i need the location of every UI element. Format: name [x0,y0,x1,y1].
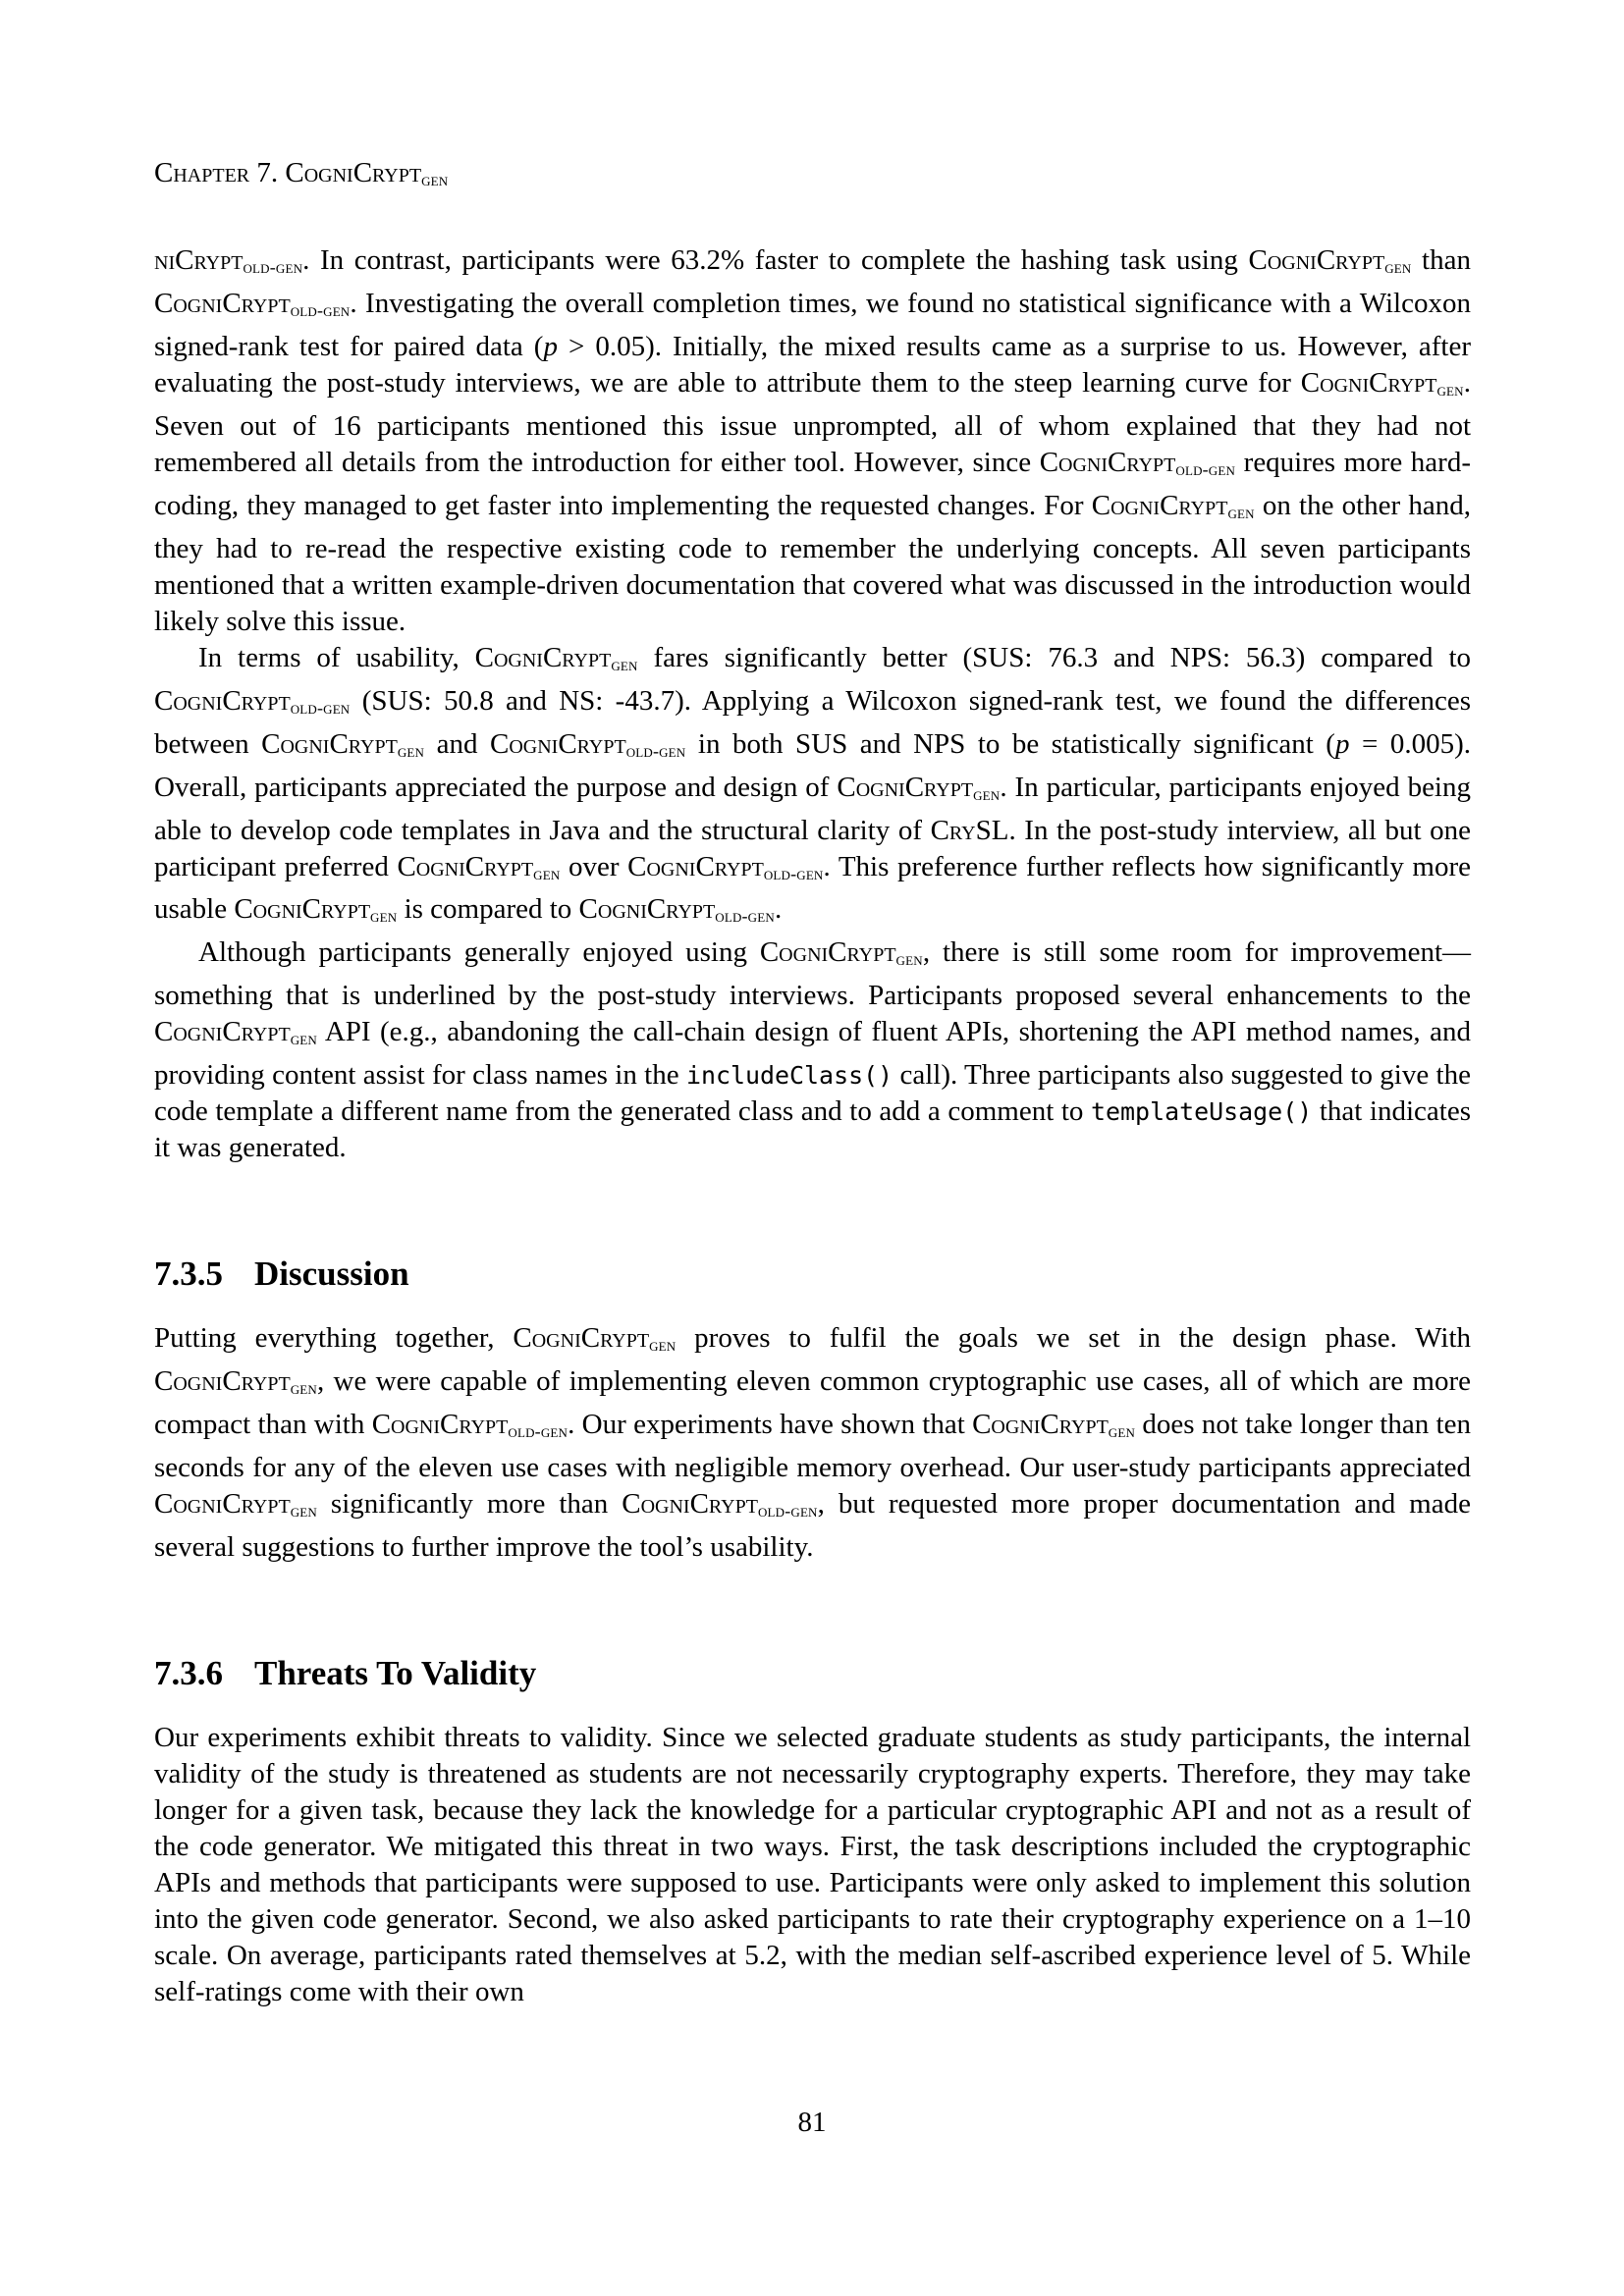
text-segment-i: p [1334,727,1350,760]
text-segment-sc: CogniCrypt [578,893,716,926]
page-number: 81 [797,2107,827,2138]
text-segment-sub: old-gen [715,906,775,927]
text-segment-sc: CogniCrypt [972,1409,1109,1441]
text-segment-i: p [543,330,558,362]
text-segment-sc: CrySL [930,814,1009,846]
text-segment-t: than [1411,243,1471,276]
text-segment-t: . Our experiments have shown that [568,1409,973,1441]
text-segment-sub: old-gen [290,697,351,718]
text-segment-t: and [424,727,490,760]
section-heading-threats [154,1652,1471,1694]
text-segment-sc: CogniCrypt [234,893,371,926]
text-segment-sc: CogniCrypt [622,1488,758,1521]
text-segment-sub: gen [611,654,638,674]
text-segment-sub: gen [973,783,1001,804]
text-column [154,0,1471,2010]
section-heading-discussion [154,1253,1471,1295]
text-segment-t: requires more hard-coding, they managed to get faster into implementing the requested changes. For [154,446,1471,521]
text-segment-t: call). Three participants also suggested to give the code template a different name from the generated class and to add a comment to [154,1059,1471,1128]
text-segment-sub: gen [1227,502,1255,522]
text-segment-t: that indicates it was generated. [154,1095,1471,1164]
text-segment-sub: gen [533,863,561,883]
text-segment-code: templateUsage() [1091,1097,1313,1127]
text-segment-sub: gen [1436,379,1464,400]
text-segment-sub: old-gen [508,1421,568,1442]
paragraph-discussion [154,1320,1471,1566]
text-segment-t: does not take longer than ten seconds for any of the eleven use cases with negligible memory overhead. Our user-study participants appreciated [154,1409,1471,1484]
text-segment-sc: CogniCrypt [154,684,291,717]
text-segment-sc: niCrypt [154,243,244,276]
section-number: 7.3.6 [154,1654,223,1693]
text-segment-sub: gen [895,949,923,970]
text-segment-sub: old-gen [763,863,824,883]
text-segment-sc: Chapter 7. CogniCrypt [154,157,422,188]
running-header [154,155,1471,198]
text-segment-t: . In the post-study interview, all but one participant preferred [154,814,1471,882]
text-segment-t: Although participants generally enjoyed using [198,936,760,969]
text-segment-t: significantly more than [316,1488,623,1521]
text-segment-sub: gen [1384,256,1412,277]
section-number: 7.3.5 [154,1255,223,1294]
text-segment-t: , but requested more proper documentation and made several suggestions to further improve the tool’s usability. [154,1488,1471,1564]
text-segment-t: proves to fulfil the goals we set in the design phase. With [676,1322,1472,1355]
text-segment-t: Putting everything together, [154,1322,514,1355]
text-segment-sub: gen [290,1501,317,1522]
text-segment-sc: CogniCrypt [513,1322,650,1355]
text-segment-sub: old-gen [757,1501,818,1522]
text-segment-t: on the other hand, they had to re-read the respective existing code to remember the underlying concepts. All seven participants mentioned that a written example-driven documentation that covered what was discussed in the introduction would likely solve this issue. [154,489,1471,637]
paragraph-continuation [154,242,1471,640]
text-segment-t: , we were capable of implementing eleven common cryptographic use cases, all of which are more compact than with [154,1365,1471,1441]
text-segment-sc: CogniCrypt [154,287,291,319]
text-segment-sc: CogniCrypt [759,936,896,969]
text-segment-sc: CogniCrypt [627,850,764,882]
text-segment-sc: CogniCrypt [1248,243,1385,276]
text-segment-t: (SUS: 50.8 and NS: -43.7). Applying a Wilcoxon signed-rank test, we found the differences between [154,684,1471,760]
text-segment-t: . In particular, participants enjoyed being able to develop code templates in Java and the structural clarity of [154,771,1471,846]
text-segment-sub: gen [397,740,425,761]
text-segment-sc: CogniCrypt [261,727,398,760]
text-segment-t: . In contrast, participants were 63.2% faster to complete the hashing task using [302,243,1249,276]
text-segment-t: over [560,850,628,882]
text-segment-sc: CogniCrypt [371,1409,509,1441]
text-segment-sc: CogniCrypt [1300,366,1437,399]
text-segment-sc: CogniCrypt [154,1488,291,1521]
text-segment-t: = 0.005). Overall, participants appreciated the purpose and design of [154,727,1471,803]
text-segment-t: . Seven out of 16 participants mentioned this issue unprompted, all of whom explained that they had not remembered all details from the introduction for either tool. However, since [154,366,1471,478]
text-segment-sub: gen [290,1378,317,1399]
text-segment-t: fares significantly better (SUS: 76.3 and NPS: 56.3) compared to [637,641,1472,673]
text-segment-t: . This preference further reflects how significantly more usable [154,850,1472,926]
text-segment-sc: CogniCrypt [1039,446,1176,478]
text-segment-sc: CogniCrypt [1091,489,1228,521]
text-segment-sub: gen [290,1029,317,1049]
text-segment-sub: old-gen [625,740,686,761]
text-segment-sc: CogniCrypt [474,641,612,673]
text-segment-code: includeClass() [685,1061,893,1091]
text-segment-t: > 0.05). Initially, the mixed results came as a surprise to us. However, after evaluating the post-study interviews, we are able to attribute them to the steep learning curve for [154,330,1471,399]
text-segment-t: . Investigating the overall completion times, we found no statistical significance with a Wilcoxon signed-rank test for paired data ( [154,287,1471,362]
text-segment-t: is compared to [397,893,579,926]
paragraph-usability [154,640,1471,935]
text-segment-t: in both SUS and NPS to be statistically significant ( [685,727,1335,760]
section-title: Threats To Validity [254,1654,537,1693]
text-segment-sc: CogniCrypt [837,771,974,803]
text-segment-sc: CogniCrypt [154,1365,291,1398]
text-segment-t: API (e.g., abandoning the call-chain design of fluent APIs, shortening the API method names, and providing content assist for class names in the [154,1016,1471,1092]
text-segment-sub: old-gen [243,256,303,277]
paragraph-threats [154,1720,1471,2010]
text-segment-sub: gen [1108,1421,1136,1442]
text-segment-sc: CogniCrypt [154,1016,291,1048]
text-segment-t: Our experiments exhibit threats to validity. Since we selected graduate students as study participants, the internal validity of the study is threatened as students are not necessarily cryptography experts. Therefore, they may take longer for a given task, because they lack the knowledge for a particular cryptographic API and not as a result of the code generator. We mitigated this threat in two ways. First, the task descriptions included the cryptographic APIs and methods that participants were supposed to use. Participants were only asked to implement this solution into the given code generator. Second, we also asked participants to rate their cryptography experience on a 1–10 scale. On average, participants rated themselves at 5.2, with the median self-ascribed experience level of 5. While self-ratings come with their own [154,1722,1471,2008]
text-segment-sc: CogniCrypt [397,850,534,882]
text-segment-t: , there is still some room for improvement—something that is underlined by the post-study interviews. Participants proposed several enhancements to the [154,936,1472,1012]
paragraph-improvement [154,934,1471,1166]
section-title: Discussion [254,1255,409,1294]
text-segment-t: In terms of usability, [198,641,475,673]
text-segment-sub: old-gen [290,299,351,320]
text-segment-sub: gen [649,1335,677,1356]
text-segment-sub: gen [370,906,398,927]
text-segment-sub: gen [421,169,449,189]
text-segment-t: . [774,893,783,926]
text-segment-sc: CogniCrypt [489,727,626,760]
text-segment-sub: old-gen [1175,458,1236,479]
